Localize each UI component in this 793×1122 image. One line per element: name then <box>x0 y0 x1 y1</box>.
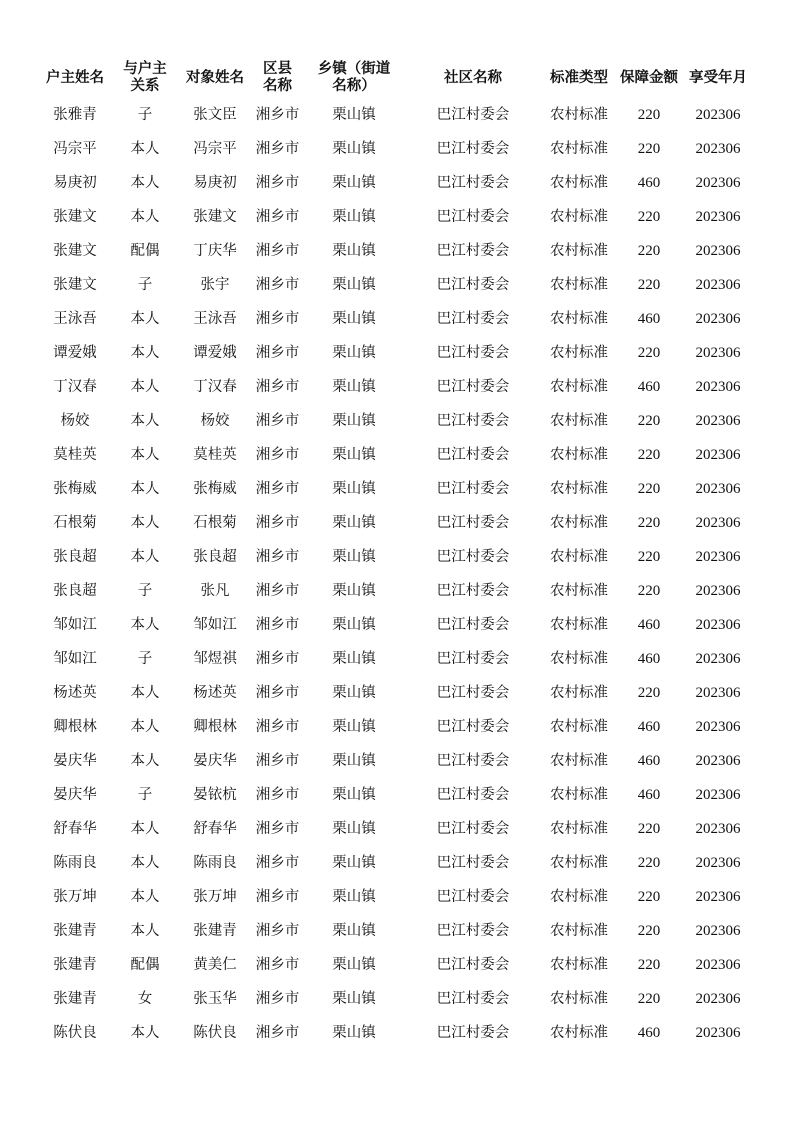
cell-standard-type: 农村标准 <box>550 243 608 259</box>
cell-relationship: 本人 <box>130 379 160 395</box>
cell-county: 湘乡市 <box>255 379 300 395</box>
cell-county: 湘乡市 <box>255 311 300 327</box>
cell-township: 栗山镇 <box>332 481 376 497</box>
cell-township: 栗山镇 <box>332 175 376 191</box>
cell-benefit-month: 202306 <box>695 617 741 633</box>
header-benefit-month: 享受年月 <box>689 69 747 86</box>
cell-household-head: 石根菊 <box>53 515 97 531</box>
cell-recipient-name: 张玉华 <box>193 991 237 1007</box>
cell-community: 巴江村委会 <box>436 515 510 531</box>
cell-household-head: 邹如江 <box>53 651 97 667</box>
cell-county: 湘乡市 <box>255 243 300 259</box>
cell-township: 栗山镇 <box>332 889 376 905</box>
table-row <box>40 132 753 166</box>
cell-recipient-name: 易庚初 <box>193 175 237 191</box>
cell-standard-type: 农村标准 <box>550 379 608 395</box>
cell-household-head: 晏庆华 <box>53 753 97 769</box>
cell-county: 湘乡市 <box>255 1025 300 1041</box>
cell-relationship: 本人 <box>130 889 160 905</box>
cell-relationship: 本人 <box>130 209 160 225</box>
cell-recipient-name: 陈伏良 <box>193 1025 237 1041</box>
cell-county: 湘乡市 <box>255 957 300 973</box>
cell-township: 栗山镇 <box>332 957 376 973</box>
cell-household-head: 杨述英 <box>53 685 97 701</box>
cell-amount: 220 <box>637 243 661 259</box>
cell-benefit-month: 202306 <box>695 787 741 803</box>
cell-relationship: 本人 <box>130 481 160 497</box>
cell-relationship: 本人 <box>130 617 160 633</box>
cell-community: 巴江村委会 <box>436 311 510 327</box>
cell-amount: 220 <box>637 583 661 599</box>
cell-standard-type: 农村标准 <box>550 821 608 837</box>
cell-relationship: 本人 <box>130 753 160 769</box>
table-row <box>40 404 753 438</box>
table-row <box>40 914 753 948</box>
cell-standard-type: 农村标准 <box>550 549 608 565</box>
cell-township: 栗山镇 <box>332 549 376 565</box>
cell-county: 湘乡市 <box>255 141 300 157</box>
table-row <box>40 98 753 132</box>
table-row <box>40 676 753 710</box>
cell-community: 巴江村委会 <box>436 685 510 701</box>
cell-community: 巴江村委会 <box>436 243 510 259</box>
table-row <box>40 302 753 336</box>
cell-benefit-month: 202306 <box>695 719 741 735</box>
cell-benefit-month: 202306 <box>695 515 741 531</box>
cell-county: 湘乡市 <box>255 923 300 939</box>
cell-township: 栗山镇 <box>332 617 376 633</box>
cell-recipient-name: 黄美仁 <box>193 957 237 973</box>
cell-household-head: 丁汉春 <box>53 379 97 395</box>
cell-county: 湘乡市 <box>255 685 300 701</box>
cell-township: 栗山镇 <box>332 345 376 361</box>
cell-relationship: 本人 <box>130 855 160 871</box>
cell-household-head: 易庚初 <box>53 175 97 191</box>
header-row <box>40 58 753 98</box>
cell-community: 巴江村委会 <box>436 413 510 429</box>
cell-township: 栗山镇 <box>332 923 376 939</box>
table-row <box>40 948 753 982</box>
cell-township: 栗山镇 <box>332 821 376 837</box>
cell-community: 巴江村委会 <box>436 379 510 395</box>
cell-standard-type: 农村标准 <box>550 515 608 531</box>
cell-community: 巴江村委会 <box>436 855 510 871</box>
cell-amount: 460 <box>637 1025 661 1041</box>
cell-county: 湘乡市 <box>255 821 300 837</box>
cell-benefit-month: 202306 <box>695 889 741 905</box>
cell-county: 湘乡市 <box>255 583 300 599</box>
cell-benefit-month: 202306 <box>695 379 741 395</box>
header-community: 社区名称 <box>444 69 502 86</box>
cell-household-head: 张建文 <box>53 277 97 293</box>
cell-benefit-month: 202306 <box>695 583 741 599</box>
cell-amount: 220 <box>637 447 661 463</box>
cell-amount: 460 <box>637 787 661 803</box>
cell-recipient-name: 晏庆华 <box>193 753 237 769</box>
cell-amount: 220 <box>637 345 661 361</box>
cell-amount: 460 <box>637 651 661 667</box>
cell-relationship: 本人 <box>130 1025 160 1041</box>
cell-township: 栗山镇 <box>332 243 376 259</box>
cell-amount: 220 <box>637 991 661 1007</box>
cell-community: 巴江村委会 <box>436 175 510 191</box>
cell-relationship: 本人 <box>130 549 160 565</box>
cell-county: 湘乡市 <box>255 481 300 497</box>
cell-county: 湘乡市 <box>255 175 300 191</box>
table-row <box>40 982 753 1016</box>
cell-standard-type: 农村标准 <box>550 141 608 157</box>
cell-township: 栗山镇 <box>332 447 376 463</box>
cell-relationship: 本人 <box>130 685 160 701</box>
cell-amount: 220 <box>637 889 661 905</box>
cell-recipient-name: 莫桂英 <box>193 447 237 463</box>
cell-standard-type: 农村标准 <box>550 1025 608 1041</box>
cell-benefit-month: 202306 <box>695 277 741 293</box>
cell-relationship: 本人 <box>130 345 160 361</box>
cell-relationship: 本人 <box>130 311 160 327</box>
cell-recipient-name: 王泳吾 <box>193 311 237 327</box>
cell-relationship: 子 <box>137 583 153 599</box>
cell-benefit-month: 202306 <box>695 923 741 939</box>
cell-household-head: 晏庆华 <box>53 787 97 803</box>
cell-township: 栗山镇 <box>332 141 376 157</box>
cell-amount: 460 <box>637 617 661 633</box>
cell-benefit-month: 202306 <box>695 311 741 327</box>
cell-county: 湘乡市 <box>255 787 300 803</box>
cell-relationship: 配偶 <box>130 243 160 259</box>
cell-community: 巴江村委会 <box>436 107 510 123</box>
cell-township: 栗山镇 <box>332 413 376 429</box>
assistance-roster <box>40 58 753 1050</box>
table-row <box>40 846 753 880</box>
cell-standard-type: 农村标准 <box>550 991 608 1007</box>
cell-recipient-name: 谭爱娥 <box>193 345 237 361</box>
cell-recipient-name: 丁庆华 <box>193 243 237 259</box>
cell-county: 湘乡市 <box>255 719 300 735</box>
table-row <box>40 506 753 540</box>
cell-amount: 220 <box>637 685 661 701</box>
cell-relationship: 本人 <box>130 141 160 157</box>
cell-standard-type: 农村标准 <box>550 107 608 123</box>
cell-township: 栗山镇 <box>332 855 376 871</box>
cell-relationship: 本人 <box>130 413 160 429</box>
cell-relationship: 子 <box>137 787 153 803</box>
cell-relationship: 本人 <box>130 447 160 463</box>
cell-recipient-name: 张文臣 <box>193 107 237 123</box>
cell-amount: 220 <box>637 107 661 123</box>
cell-amount: 220 <box>637 549 661 565</box>
cell-relationship: 子 <box>137 651 153 667</box>
table-row <box>40 336 753 370</box>
cell-township: 栗山镇 <box>332 991 376 1007</box>
cell-community: 巴江村委会 <box>436 447 510 463</box>
cell-recipient-name: 张宇 <box>200 277 230 293</box>
cell-community: 巴江村委会 <box>436 991 510 1007</box>
cell-county: 湘乡市 <box>255 549 300 565</box>
cell-county: 湘乡市 <box>255 991 300 1007</box>
cell-amount: 460 <box>637 379 661 395</box>
cell-benefit-month: 202306 <box>695 549 741 565</box>
cell-standard-type: 农村标准 <box>550 311 608 327</box>
cell-community: 巴江村委会 <box>436 345 510 361</box>
cell-township: 栗山镇 <box>332 277 376 293</box>
cell-community: 巴江村委会 <box>436 753 510 769</box>
cell-relationship: 子 <box>137 277 153 293</box>
cell-household-head: 莫桂英 <box>53 447 97 463</box>
cell-benefit-month: 202306 <box>695 413 741 429</box>
cell-township: 栗山镇 <box>332 753 376 769</box>
cell-standard-type: 农村标准 <box>550 481 608 497</box>
cell-recipient-name: 卿根林 <box>193 719 237 735</box>
cell-township: 栗山镇 <box>332 515 376 531</box>
cell-standard-type: 农村标准 <box>550 209 608 225</box>
cell-standard-type: 农村标准 <box>550 651 608 667</box>
cell-amount: 460 <box>637 753 661 769</box>
cell-recipient-name: 晏铱杭 <box>193 787 237 803</box>
cell-household-head: 陈伏良 <box>53 1025 97 1041</box>
cell-standard-type: 农村标准 <box>550 719 608 735</box>
cell-benefit-month: 202306 <box>695 209 741 225</box>
cell-amount: 220 <box>637 277 661 293</box>
cell-standard-type: 农村标准 <box>550 175 608 191</box>
cell-county: 湘乡市 <box>255 107 300 123</box>
cell-county: 湘乡市 <box>255 855 300 871</box>
cell-standard-type: 农村标准 <box>550 923 608 939</box>
cell-household-head: 张梅威 <box>53 481 97 497</box>
cell-county: 湘乡市 <box>255 413 300 429</box>
cell-standard-type: 农村标准 <box>550 583 608 599</box>
cell-county: 湘乡市 <box>255 651 300 667</box>
cell-benefit-month: 202306 <box>695 243 741 259</box>
cell-recipient-name: 石根菊 <box>193 515 237 531</box>
cell-amount: 220 <box>637 957 661 973</box>
cell-relationship: 子 <box>137 107 153 123</box>
cell-standard-type: 农村标准 <box>550 855 608 871</box>
cell-relationship: 女 <box>137 991 153 1007</box>
cell-recipient-name: 张凡 <box>200 583 230 599</box>
cell-community: 巴江村委会 <box>436 787 510 803</box>
cell-recipient-name: 陈雨良 <box>193 855 237 871</box>
cell-township: 栗山镇 <box>332 107 376 123</box>
table-row <box>40 880 753 914</box>
table-row <box>40 642 753 676</box>
cell-amount: 220 <box>637 141 661 157</box>
cell-township: 栗山镇 <box>332 685 376 701</box>
header-relationship: 与户主 关系 <box>123 61 167 94</box>
cell-community: 巴江村委会 <box>436 277 510 293</box>
table-row <box>40 710 753 744</box>
cell-amount: 220 <box>637 481 661 497</box>
cell-standard-type: 农村标准 <box>550 447 608 463</box>
cell-amount: 220 <box>637 209 661 225</box>
header-household-head: 户主姓名 <box>46 69 104 86</box>
cell-standard-type: 农村标准 <box>550 345 608 361</box>
cell-benefit-month: 202306 <box>695 107 741 123</box>
table-row <box>40 1016 753 1050</box>
cell-relationship: 本人 <box>130 175 160 191</box>
cell-recipient-name: 邹如江 <box>193 617 237 633</box>
cell-amount: 460 <box>637 175 661 191</box>
header-amount: 保障金额 <box>620 69 678 86</box>
cell-township: 栗山镇 <box>332 719 376 735</box>
cell-household-head: 张建青 <box>53 991 97 1007</box>
cell-recipient-name: 张万坤 <box>193 889 237 905</box>
cell-township: 栗山镇 <box>332 379 376 395</box>
cell-amount: 220 <box>637 821 661 837</box>
cell-household-head: 张建文 <box>53 209 97 225</box>
table-row <box>40 268 753 302</box>
cell-household-head: 张雅青 <box>53 107 97 123</box>
table-row <box>40 778 753 812</box>
cell-county: 湘乡市 <box>255 277 300 293</box>
cell-household-head: 杨姣 <box>60 413 90 429</box>
cell-benefit-month: 202306 <box>695 1025 741 1041</box>
cell-community: 巴江村委会 <box>436 957 510 973</box>
cell-amount: 460 <box>637 311 661 327</box>
cell-community: 巴江村委会 <box>436 209 510 225</box>
table-row <box>40 370 753 404</box>
cell-standard-type: 农村标准 <box>550 957 608 973</box>
cell-community: 巴江村委会 <box>436 583 510 599</box>
cell-relationship: 本人 <box>130 719 160 735</box>
table-row <box>40 608 753 642</box>
cell-household-head: 舒春华 <box>53 821 97 837</box>
cell-recipient-name: 杨姣 <box>200 413 230 429</box>
cell-recipient-name: 丁汉春 <box>193 379 237 395</box>
cell-standard-type: 农村标准 <box>550 617 608 633</box>
cell-community: 巴江村委会 <box>436 1025 510 1041</box>
cell-county: 湘乡市 <box>255 345 300 361</box>
table-row <box>40 200 753 234</box>
cell-recipient-name: 张建青 <box>193 923 237 939</box>
cell-relationship: 本人 <box>130 821 160 837</box>
table-row <box>40 472 753 506</box>
cell-amount: 220 <box>637 413 661 429</box>
table-row <box>40 166 753 200</box>
cell-benefit-month: 202306 <box>695 141 741 157</box>
cell-recipient-name: 舒春华 <box>193 821 237 837</box>
cell-standard-type: 农村标准 <box>550 685 608 701</box>
cell-recipient-name: 杨述英 <box>193 685 237 701</box>
cell-standard-type: 农村标准 <box>550 753 608 769</box>
cell-household-head: 邹如江 <box>53 617 97 633</box>
cell-amount: 220 <box>637 923 661 939</box>
table-row <box>40 574 753 608</box>
cell-recipient-name: 张建文 <box>193 209 237 225</box>
cell-standard-type: 农村标准 <box>550 889 608 905</box>
cell-recipient-name: 张梅威 <box>193 481 237 497</box>
table-row <box>40 540 753 574</box>
cell-county: 湘乡市 <box>255 617 300 633</box>
cell-household-head: 张建青 <box>53 957 97 973</box>
cell-household-head: 张良超 <box>53 549 97 565</box>
cell-recipient-name: 邹煜祺 <box>193 651 237 667</box>
cell-community: 巴江村委会 <box>436 481 510 497</box>
cell-community: 巴江村委会 <box>436 549 510 565</box>
cell-benefit-month: 202306 <box>695 651 741 667</box>
cell-relationship: 本人 <box>130 923 160 939</box>
cell-recipient-name: 张良超 <box>193 549 237 565</box>
cell-community: 巴江村委会 <box>436 617 510 633</box>
cell-household-head: 张良超 <box>53 583 97 599</box>
table-row <box>40 812 753 846</box>
cell-county: 湘乡市 <box>255 447 300 463</box>
cell-benefit-month: 202306 <box>695 481 741 497</box>
roster-table <box>40 58 753 1050</box>
table-row <box>40 744 753 778</box>
cell-household-head: 陈雨良 <box>53 855 97 871</box>
cell-community: 巴江村委会 <box>436 821 510 837</box>
cell-community: 巴江村委会 <box>436 889 510 905</box>
cell-recipient-name: 冯宗平 <box>193 141 237 157</box>
cell-township: 栗山镇 <box>332 651 376 667</box>
cell-community: 巴江村委会 <box>436 141 510 157</box>
cell-township: 栗山镇 <box>332 1025 376 1041</box>
cell-county: 湘乡市 <box>255 209 300 225</box>
cell-amount: 220 <box>637 515 661 531</box>
cell-county: 湘乡市 <box>255 889 300 905</box>
cell-township: 栗山镇 <box>332 209 376 225</box>
cell-standard-type: 农村标准 <box>550 413 608 429</box>
cell-township: 栗山镇 <box>332 311 376 327</box>
cell-benefit-month: 202306 <box>695 685 741 701</box>
cell-benefit-month: 202306 <box>695 957 741 973</box>
cell-benefit-month: 202306 <box>695 447 741 463</box>
cell-benefit-month: 202306 <box>695 753 741 769</box>
roster-body <box>40 98 753 1050</box>
header-county: 区县 名称 <box>263 61 292 94</box>
cell-amount: 220 <box>637 855 661 871</box>
header-township: 乡镇（街道 名称） <box>317 61 391 94</box>
cell-benefit-month: 202306 <box>695 821 741 837</box>
cell-county: 湘乡市 <box>255 515 300 531</box>
cell-county: 湘乡市 <box>255 753 300 769</box>
cell-community: 巴江村委会 <box>436 923 510 939</box>
cell-household-head: 王泳吾 <box>53 311 97 327</box>
cell-community: 巴江村委会 <box>436 719 510 735</box>
table-row <box>40 234 753 268</box>
cell-household-head: 张建青 <box>53 923 97 939</box>
cell-household-head: 张建文 <box>53 243 97 259</box>
cell-relationship: 本人 <box>130 515 160 531</box>
cell-relationship: 配偶 <box>130 957 160 973</box>
cell-household-head: 张万坤 <box>53 889 97 905</box>
header-recipient-name: 对象姓名 <box>186 69 244 86</box>
header-standard-type: 标准类型 <box>550 69 608 86</box>
cell-benefit-month: 202306 <box>695 345 741 361</box>
cell-township: 栗山镇 <box>332 583 376 599</box>
cell-benefit-month: 202306 <box>695 855 741 871</box>
cell-household-head: 冯宗平 <box>53 141 97 157</box>
cell-amount: 460 <box>637 719 661 735</box>
cell-standard-type: 农村标准 <box>550 277 608 293</box>
cell-standard-type: 农村标准 <box>550 787 608 803</box>
cell-benefit-month: 202306 <box>695 175 741 191</box>
cell-township: 栗山镇 <box>332 787 376 803</box>
cell-community: 巴江村委会 <box>436 651 510 667</box>
cell-household-head: 谭爱娥 <box>53 345 97 361</box>
cell-household-head: 卿根林 <box>53 719 97 735</box>
table-row <box>40 438 753 472</box>
cell-benefit-month: 202306 <box>695 991 741 1007</box>
